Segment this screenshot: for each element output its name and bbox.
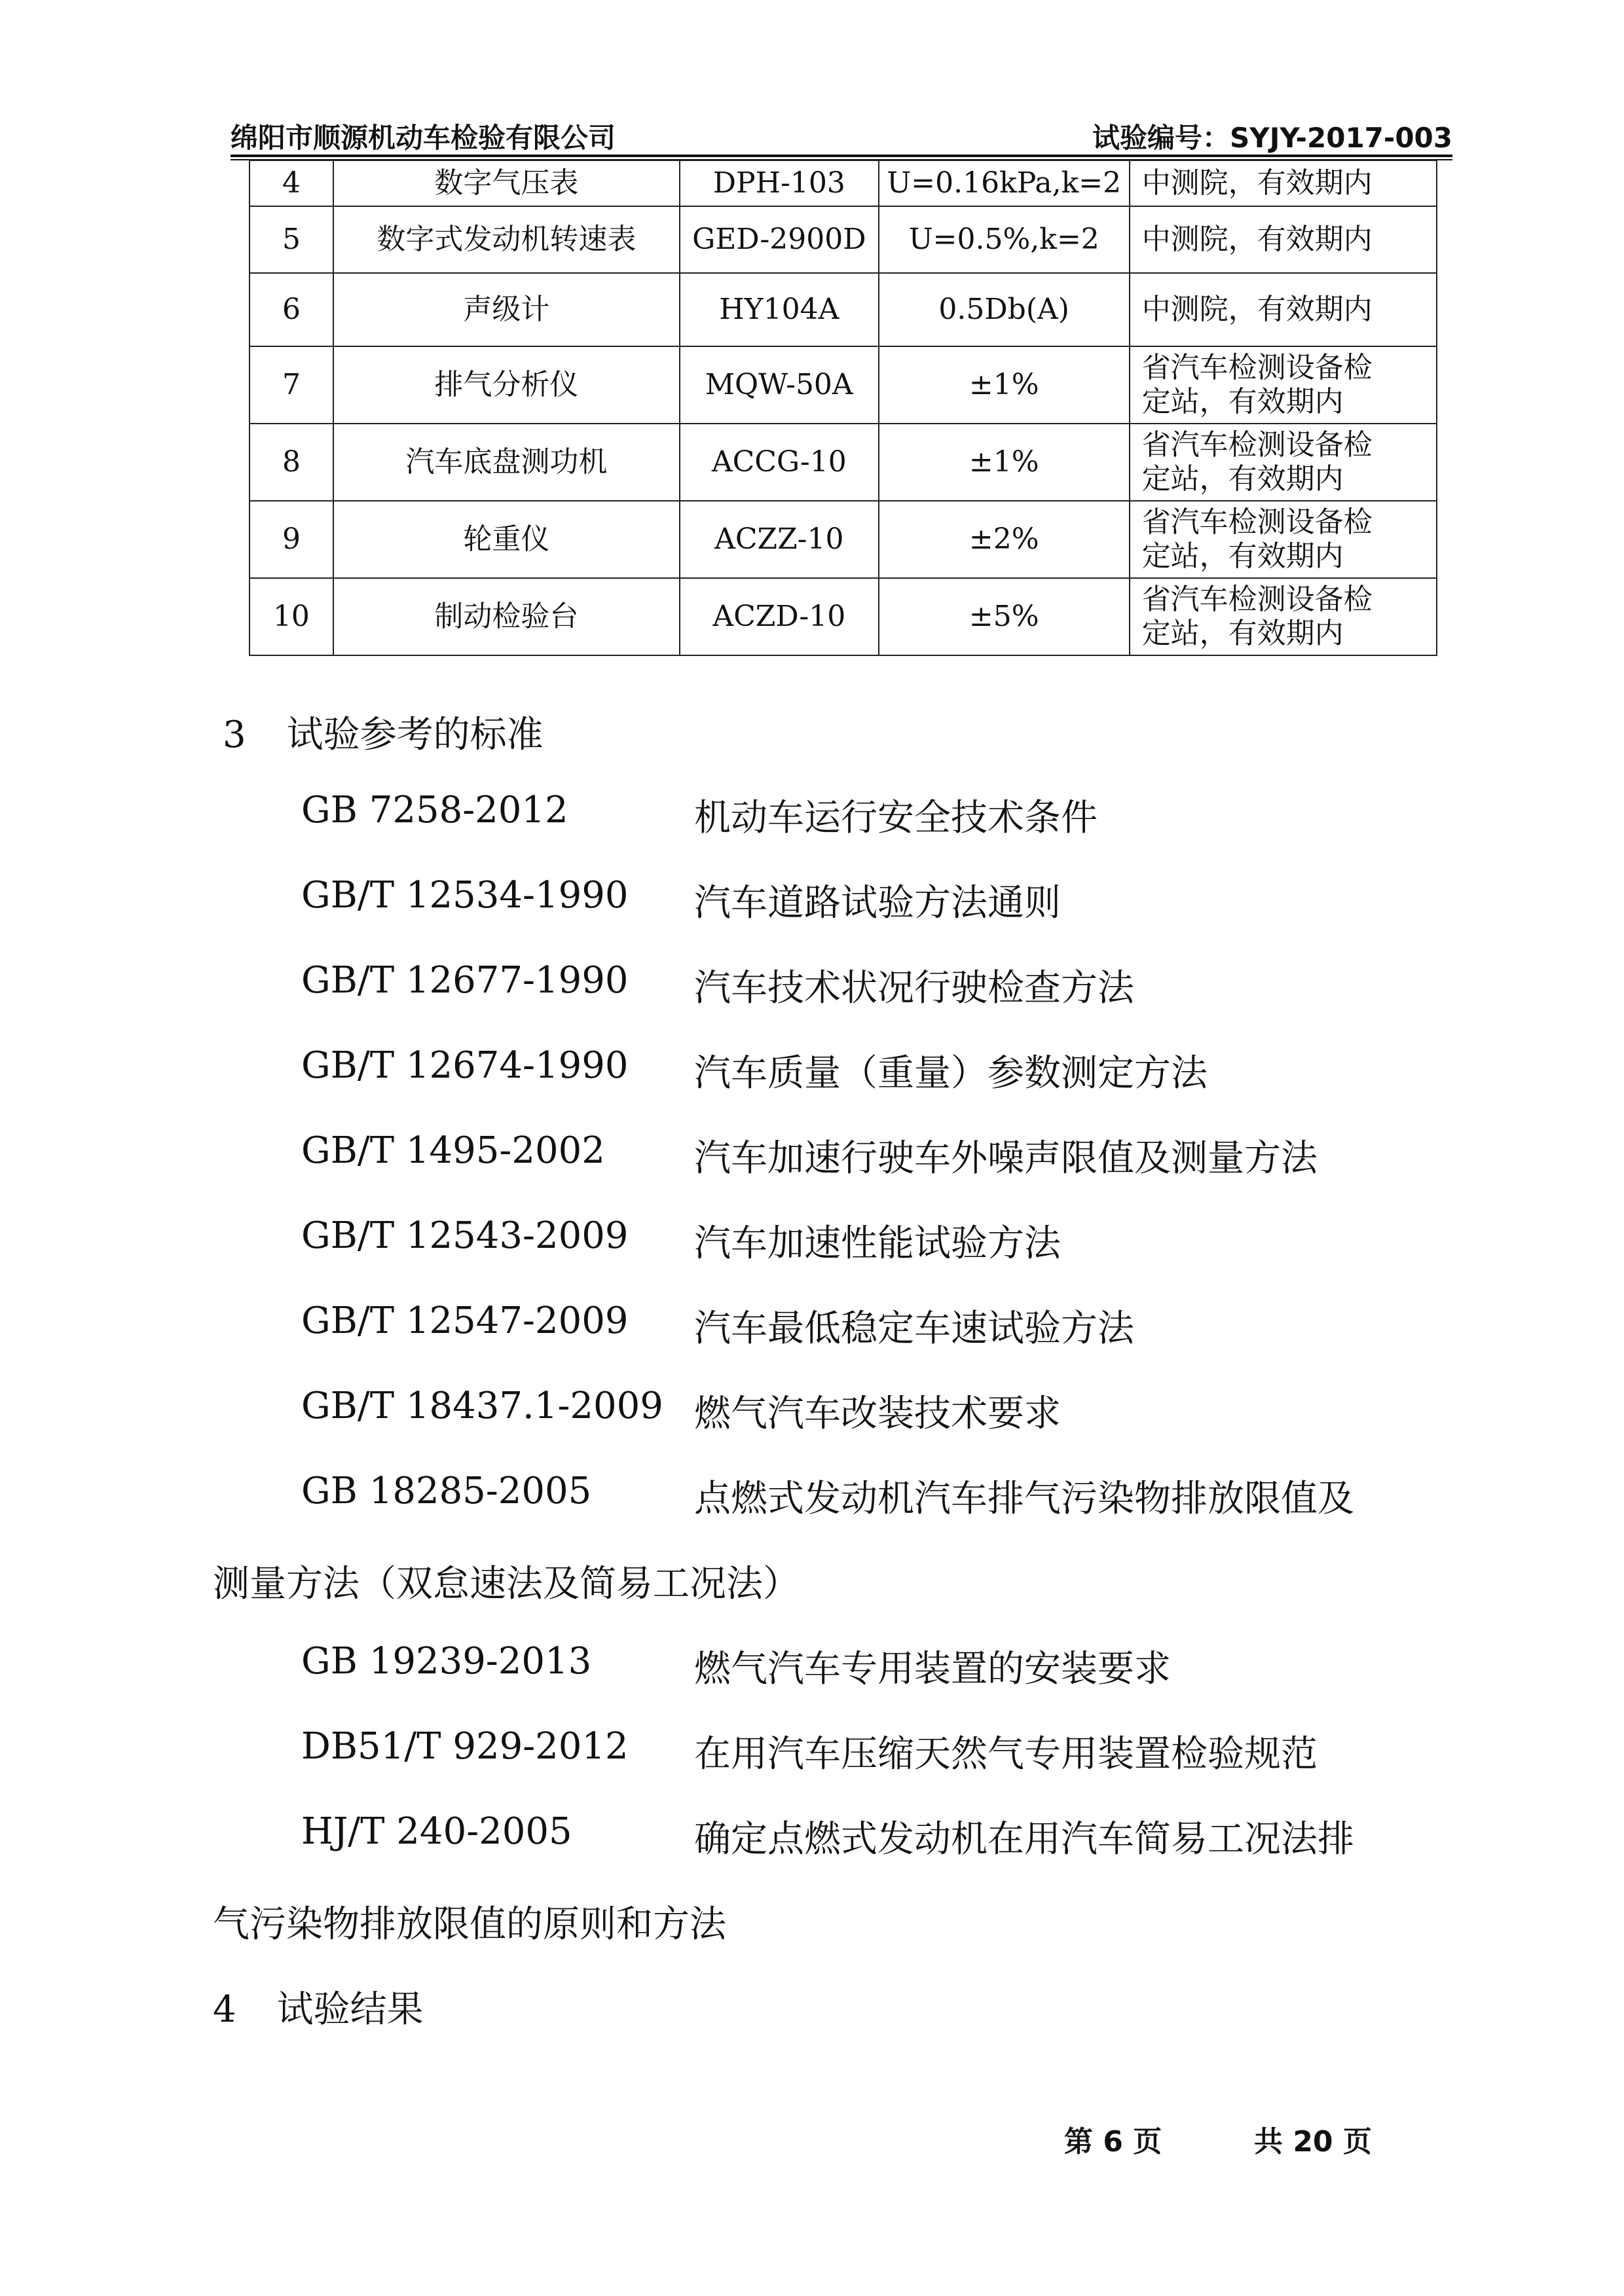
standard-code: GB/T 18437.1-2009	[301, 1385, 663, 1427]
standard-title-continuation: 测量方法（双怠速法及简易工况法）	[213, 1563, 800, 1605]
section-title: 试验参考的标准	[286, 714, 544, 756]
row-number: 7	[249, 346, 333, 424]
issuer-line: 省汽车检测设备检	[1141, 428, 1373, 462]
standard-code: GB 7258-2012	[301, 789, 568, 831]
equipment-model: DPH-103	[680, 160, 879, 206]
section-number: 4	[213, 1988, 236, 2031]
standard-code: HJ/T 240-2005	[301, 1810, 572, 1853]
equipment-name: 声级计	[333, 273, 680, 346]
equipment-table	[249, 160, 1437, 656]
standard-title: 燃气汽车专用装置的安装要求	[694, 1648, 1171, 1690]
company-name: 绵阳市顺源机动车检验有限公司	[231, 122, 616, 154]
equipment-model: ACZZ-10	[680, 501, 879, 578]
standard-title: 机动车运行安全技术条件	[694, 797, 1098, 839]
table-row	[249, 346, 1437, 424]
standard-code: GB/T 12534-1990	[301, 874, 629, 917]
issuer-line: 定站，有效期内	[1141, 617, 1344, 650]
equipment-name: 排气分析仪	[333, 346, 680, 424]
standard-code: GB 19239-2013	[301, 1640, 592, 1683]
standard-title: 汽车质量（重量）参数测定方法	[694, 1052, 1208, 1095]
row-number: 5	[249, 206, 333, 273]
issuer-line: 省汽车检测设备检	[1141, 351, 1373, 384]
calibration-issuer	[1130, 578, 1437, 655]
equipment-accuracy: U=0.16kPa,k=2	[879, 160, 1130, 206]
standard-title: 汽车技术状况行驶检查方法	[694, 967, 1134, 1010]
equipment-accuracy: U=0.5%,k=2	[879, 206, 1130, 273]
standard-title: 汽车加速行驶车外噪声限值及测量方法	[694, 1137, 1318, 1180]
row-number: 8	[249, 424, 333, 501]
equipment-model: ACZD-10	[680, 578, 879, 655]
table-row	[249, 424, 1437, 501]
standard-title: 在用汽车压缩天然气专用装置检验规范	[694, 1733, 1318, 1776]
standard-title: 汽车最低稳定车速试验方法	[694, 1307, 1134, 1350]
standard-code: GB 18285-2005	[301, 1470, 592, 1512]
section-3-heading	[223, 706, 544, 758]
equipment-model: MQW-50A	[680, 346, 879, 424]
equipment-name: 制动检验台	[333, 578, 680, 655]
table-row	[249, 501, 1437, 578]
equipment-model: ACCG-10	[680, 424, 879, 501]
table-row	[249, 206, 1437, 273]
equipment-name: 轮重仪	[333, 501, 680, 578]
standard-code: GB/T 12547-2009	[301, 1300, 629, 1342]
standard-code: GB/T 1495-2002	[301, 1129, 605, 1172]
equipment-accuracy: ±2%	[879, 501, 1130, 578]
equipment-accuracy: ±5%	[879, 578, 1130, 655]
standard-title: 汽车道路试验方法通则	[694, 882, 1061, 924]
calibration-issuer	[1130, 346, 1437, 424]
test-number: 试验编号：SYJY-2017-003	[1092, 122, 1452, 154]
section-title: 试验结果	[276, 1988, 424, 2031]
standard-code: GB/T 12677-1990	[301, 959, 629, 1002]
equipment-model: GED-2900D	[680, 206, 879, 273]
equipment-model: HY104A	[680, 273, 879, 346]
equipment-name: 数字气压表	[333, 160, 680, 206]
issuer-line: 省汽车检测设备检	[1141, 583, 1373, 616]
table-row	[249, 160, 1437, 206]
section-number: 3	[223, 714, 246, 756]
equipment-name: 数字式发动机转速表	[333, 206, 680, 273]
row-number: 4	[249, 160, 333, 206]
table-row	[249, 578, 1437, 655]
calibration-issuer	[1130, 501, 1437, 578]
equipment-accuracy: 0.5Db(A)	[879, 273, 1130, 346]
standard-title-continuation: 气污染物排放限值的原则和方法	[213, 1903, 726, 1946]
section-4-heading	[213, 1980, 424, 2033]
row-number: 6	[249, 273, 333, 346]
standard-title: 点燃式发动机汽车排气污染物排放限值及	[694, 1478, 1354, 1520]
row-number: 9	[249, 501, 333, 578]
equipment-accuracy: ±1%	[879, 424, 1130, 501]
standard-code: GB/T 12543-2009	[301, 1214, 629, 1257]
issuer-line: 定站，有效期内	[1141, 539, 1344, 573]
calibration-issuer: 中测院，有效期内	[1130, 273, 1437, 346]
standard-title: 燃气汽车改装技术要求	[694, 1393, 1061, 1435]
issuer-line: 省汽车检测设备检	[1141, 505, 1373, 539]
row-number: 10	[249, 578, 333, 655]
standard-code: GB/T 12674-1990	[301, 1044, 629, 1087]
calibration-issuer: 中测院，有效期内	[1130, 160, 1437, 206]
equipment-accuracy: ±1%	[879, 346, 1130, 424]
calibration-issuer: 中测院，有效期内	[1130, 206, 1437, 273]
issuer-line: 定站，有效期内	[1141, 385, 1344, 418]
issuer-line: 定站，有效期内	[1141, 462, 1344, 496]
page-number: 第 6 页	[1064, 2125, 1162, 2159]
page-total: 共 20 页	[1254, 2125, 1372, 2159]
standard-code: DB51/T 929-2012	[301, 1725, 629, 1768]
standard-title: 确定点燃式发动机在用汽车简易工况法排	[694, 1818, 1354, 1861]
table-row	[249, 273, 1437, 346]
standard-title: 汽车加速性能试验方法	[694, 1222, 1061, 1265]
equipment-name: 汽车底盘测功机	[333, 424, 680, 501]
header-divider	[231, 155, 1452, 157]
calibration-issuer	[1130, 424, 1437, 501]
